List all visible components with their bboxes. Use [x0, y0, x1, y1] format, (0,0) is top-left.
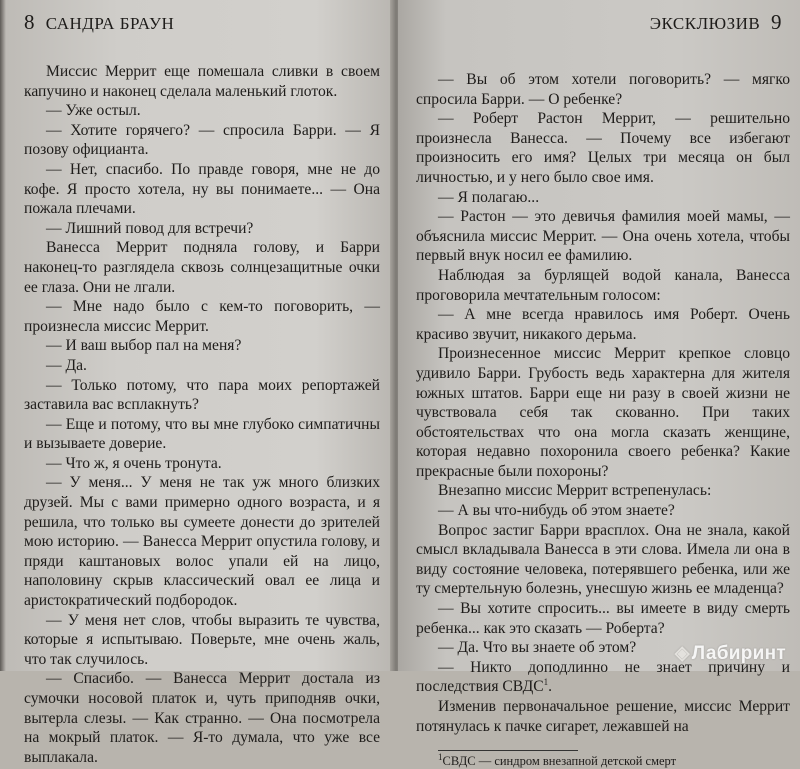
footnote	[416, 754, 790, 769]
paragraph: — Уже остыл.	[46, 102, 141, 120]
paragraph: — Нет, спасибо. По правде говоря, мне не до кофе. Я просто хотела, ну вы понимаете... — Она пожала плечами.	[24, 160, 380, 218]
paragraph: — Хотите горячего? — спросила Барри. — Я позову официанта.	[24, 121, 380, 159]
right-head-title: ЭКСКЛЮЗИВ	[649, 14, 761, 33]
right-body-text	[416, 70, 790, 736]
right-page-number: 9	[771, 10, 782, 34]
labyrinth-logo-icon: ◈	[674, 643, 690, 664]
left-running-head	[24, 10, 380, 48]
paragraph: — А вы что-нибудь об этом знаете?	[438, 502, 675, 520]
footnote-divider	[438, 750, 578, 751]
paragraph: — У меня нет слов, чтобы выразить те чувства, которые я испытываю. Поверьте, мне очень жаль, что так случилось.	[24, 611, 380, 668]
paragraph: — Мне надо было с кем-то поговорить, — произнесла миссис Меррит.	[24, 298, 380, 335]
paragraph: — А мне всегда нравилось имя Роберт. Очень красиво звучит, никакого дерьма.	[416, 306, 790, 343]
left-body-text	[24, 62, 380, 767]
paragraph: — Никто доподлинно не знает причину и последствия СВДС$^1$.	[416, 658, 790, 696]
paragraph: — Только потому, что пара моих репортажей заставила вас всплакнуть?	[24, 376, 380, 414]
paragraph: — Я полагаю...	[438, 188, 540, 206]
watermark-text: Лабиринт	[691, 643, 786, 664]
paragraph: — Лишний повод для встречи?	[46, 219, 254, 237]
paragraph: — У меня... У меня не так уж много близких друзей. Мы с вами примерно одного возраста, и я решила, что только вы сумеете донести до зрителей мою историю. — Ванесса Меррит опустила голову, и пряди каштановых волос упали ей на лицо, наполовину скрыв классический овал ее лица и аристократический подбородок.	[24, 474, 380, 610]
paragraph: Произнесенное миссис Меррит крепкое словцо удивило Барри. Грубость ведь характерна для жителя южных штатов. Барри еще ни разу в своей жизни не чувствовала себя так скованно. При таких обстоятельствах что она могла сказать женщине, которая недавно похоронила своего ребенка? Какие прекрасные были похороны?	[416, 345, 790, 480]
footnote-text: СВДС — синдром внезапной детской смерт	[442, 754, 677, 769]
right-page	[398, 0, 800, 769]
paragraph: — Растон — это девичья фамилия моей мамы, — объяснила миссис Меррит. — Она очень хотела, чтобы первый внук носил ее фамилию.	[416, 208, 790, 265]
left-page-number: 8	[24, 10, 35, 34]
paragraph: — Что ж, я очень тронута.	[46, 454, 222, 472]
paragraph: Изменив первоначальное решение, миссис Меррит потянулась к пачке сигарет, лежавшей на	[416, 698, 790, 735]
paragraph: — Вы об этом хотели поговорить? — мягко спросила Барри. — О ребенке?	[416, 71, 790, 108]
footnote-number: 1	[438, 752, 443, 763]
paragraph: Внезапно миссис Меррит встрепенулась:	[438, 482, 712, 500]
page-edge-shadow	[0, 0, 6, 671]
paragraph: Вопрос застиг Барри врасплох. Она не знала, какой смысл вкладывала Ванесса в эти слова. Имела ли она в виду состояние человека, потерявшего ребенка, или же ту смертельную болезнь, унесшую жизнь ее младенца?	[416, 521, 790, 598]
watermark-logo	[675, 642, 786, 665]
right-running-head	[416, 10, 790, 48]
paragraph-text: — Никто доподлинно не знает причину и последствия СВДС	[416, 658, 790, 696]
paragraph: — И ваш выбор пал на меня?	[46, 337, 242, 355]
left-head-title: САНДРА БРАУН	[45, 14, 175, 33]
footnote-marker: 1	[543, 677, 549, 688]
paragraph: — Вы хотите спросить... вы имеете в виду смерть ребенка... как это сказать — Роберта?	[416, 600, 790, 637]
paragraph: — Да. Что вы знаете об этом?	[438, 639, 637, 657]
paragraph: — Спасибо. — Ванесса Меррит достала из сумочки носовой платок и, чуть приподняв очки, вытерла слезы. — Как странно. — Она посмотрела на мокрый платок. — Я-то думала, что уже все выплакала.	[24, 670, 380, 766]
paragraph: — Еще и потому, что вы мне глубоко симпатичны и вызываете доверие.	[24, 415, 380, 453]
paragraph: — Да.	[46, 356, 87, 374]
paragraph: — Роберт Растон Меррит, — решительно произнесла Ванесса. — Почему все избегают произносить его имя? Целых три месяца он был личностью, и у него было свое имя.	[416, 110, 790, 186]
paragraph: Наблюдая за бурлящей водой канала, Ванесса проговорила мечтательным голосом:	[416, 266, 790, 304]
left-page	[0, 0, 394, 766]
paragraph: Миссис Меррит еще помешала сливки в своем капучино и наконец сделала маленький глоток.	[24, 63, 380, 100]
paragraph: Ванесса Меррит подняла голову, и Барри наконец-то разглядела сквозь солнцезащитные очки ее глаза. Они не лгали.	[24, 239, 380, 296]
